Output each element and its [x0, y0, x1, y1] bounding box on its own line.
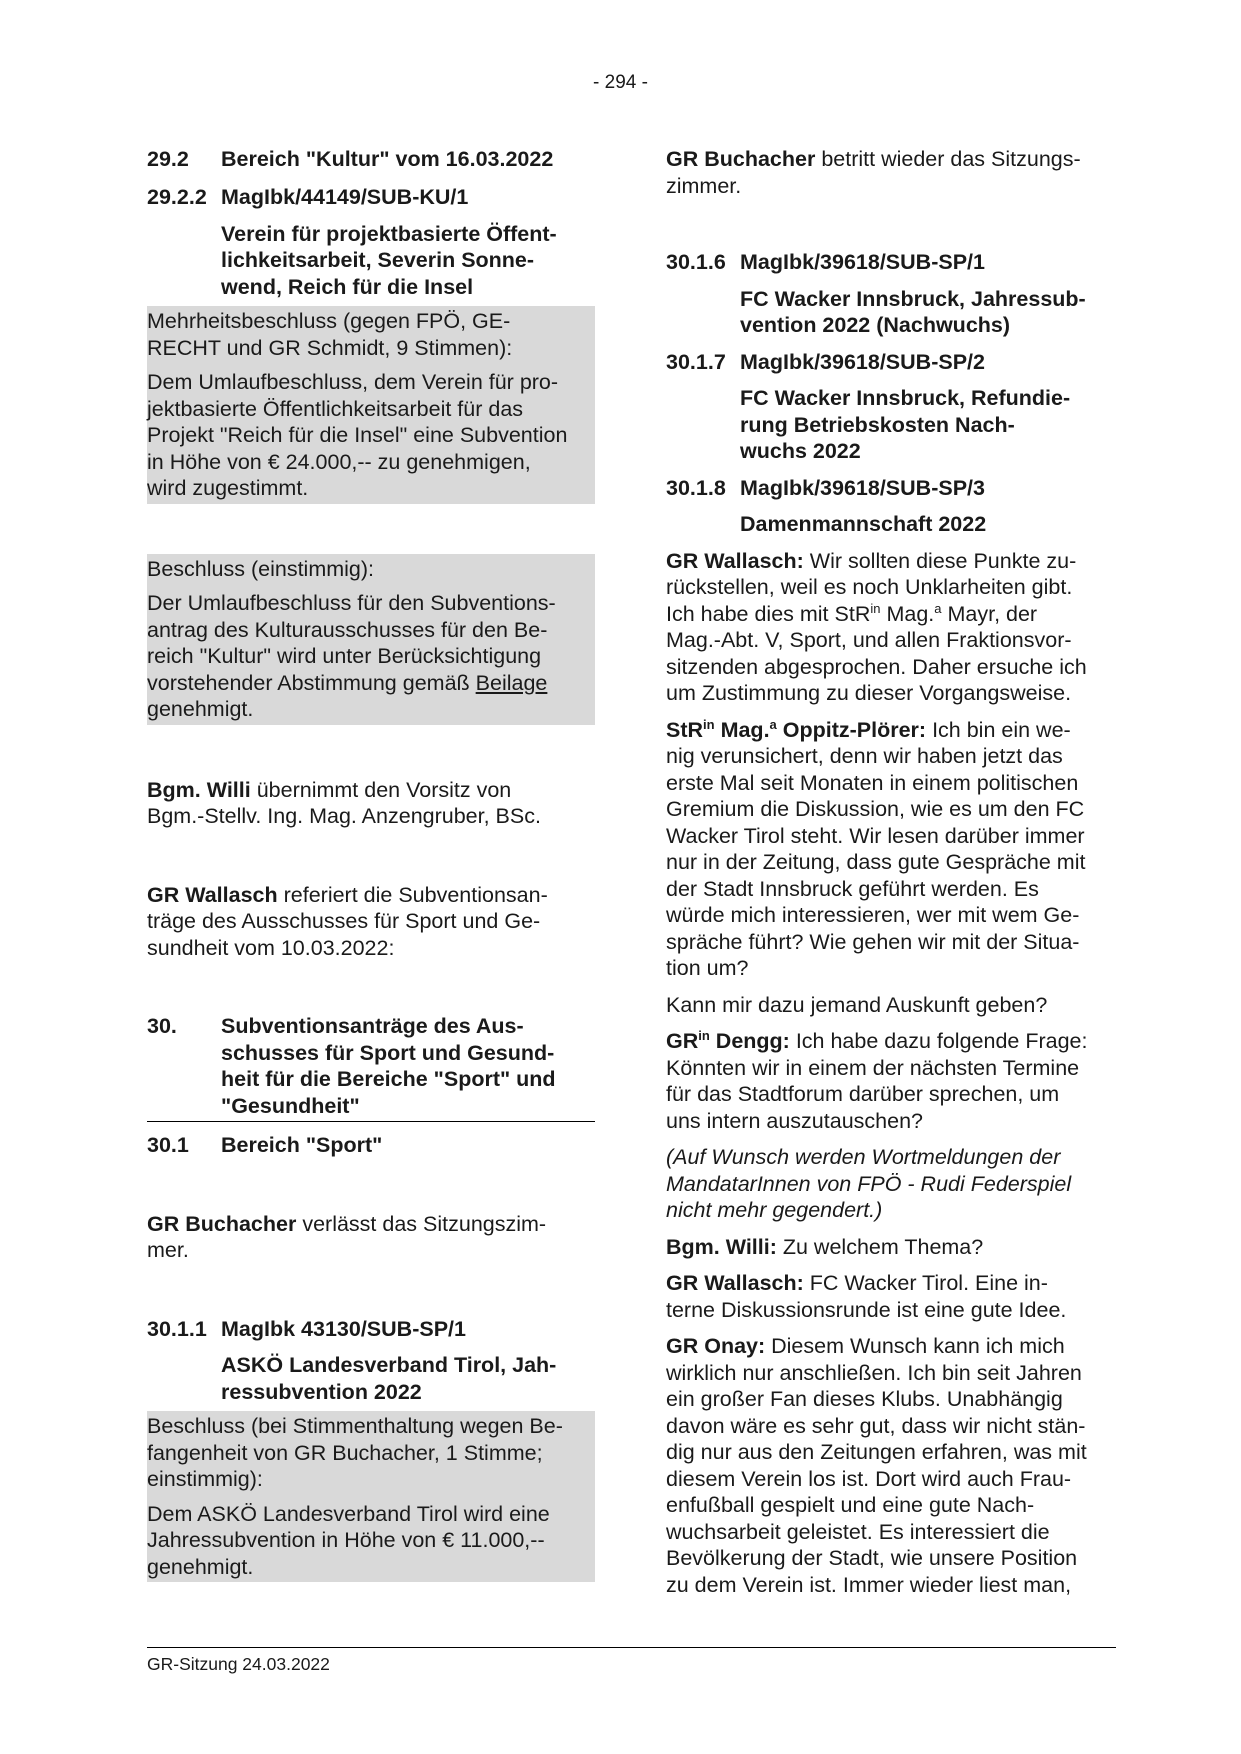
subtitle-line: FC Wacker Innsbruck, Jahressub-	[740, 286, 1086, 311]
paragraph-wallasch: GR Wallasch referiert die Subventionsan- träge des Ausschusses für Sport und Ge- sundheit vom 10.03.2022:	[147, 882, 548, 960]
paragraph-oppitz-ploerer: StR$^{in}$ Mag.$^a$ Oppitz-Plörer: Ich bin ein we- nig verunsichert, denn wir haben jetzt das erste Mal seit Monaten in einem politischen Gremium die Diskussion, wie es um den FC Wacker Tirol steht. Wir lesen darüber immer nur in der Zeitung, dass gute Gespräche mit der Stadt Innsbruck geführt werden. Es würde mich interessieren, wer mit wem Ge- spräche führt? Wie gehen wir mit der Situa- tion um?	[666, 716, 1086, 980]
section-29-2-2-heading	[147, 184, 599, 211]
vote-text: Beschluss (bei Stimmenthaltung wegen Be- fangenheit von GR Buchacher, 1 Stimme; einstimmig):	[147, 1414, 563, 1491]
speaker-name: $GR^{in}$ Dengg:	[666, 1028, 790, 1053]
section-30-1-heading	[147, 1132, 599, 1159]
subtitle-line: Damenmannschaft 2022	[740, 512, 987, 536]
subtitle-line: wend, Reich für die Insel	[221, 274, 474, 299]
section-number: 30.1.8	[666, 475, 726, 500]
speaker-name: GR Wallasch	[147, 882, 278, 907]
section-30-1-8-heading	[666, 475, 1116, 502]
paragraph-dengg: $GR^{in}$ Dengg: Ich habe dazu folgende Frage: Könnten wir in einem der nächsten Termine für das Stadtforum darüber sprechen, um uns intern auszutauschen?	[666, 1028, 1088, 1133]
section-30-1-7-heading	[666, 349, 1116, 376]
resolution-text: Der Umlaufbeschluss für den Subventions- antrag des Kulturausschusses für den Be- reich "Kultur" wird unter Berücksichtigung vorstehender Abstimmung gemäß Beilage genehmigt.	[147, 591, 556, 721]
vote-text: Mehrheitsbeschluss (gegen FPÖ, GE- RECHT und GR Schmidt, 9 Stimmen):	[147, 309, 513, 360]
subtitle-line: FC Wacker Innsbruck, Refundie-	[740, 386, 1071, 410]
section-subtitle	[666, 511, 1116, 538]
section-subtitle	[666, 286, 1116, 339]
section-30-heading	[147, 1013, 595, 1122]
section-subtitle	[666, 385, 1116, 465]
subtitle-line: lichkeitsarbeit, Severin Sonne-	[221, 248, 535, 272]
speaker-name: StR$^{in}$ Mag.$^a$ Oppitz-Plörer:	[666, 716, 927, 742]
left-column	[147, 146, 599, 1582]
paragraph-buchacher: GR Buchacher verlässt das Sitzungszim- mer.	[147, 1211, 547, 1262]
section-number: 30.1.1	[147, 1316, 207, 1341]
paragraph-wallasch-2: GR Wallasch: FC Wacker Tirol. Eine in- terne Diskussionsrunde ist eine gute Idee.	[666, 1271, 1067, 1322]
section-number: 29.2	[147, 147, 189, 171]
subtitle-line: wuchs 2022	[740, 439, 861, 463]
paragraph-wallasch: GR Wallasch: Wir sollten diese Punkte zu- rückstellen, weil es noch Unklarheiten gibt. Ich habe dies mit StR$^{in}$ Mag.$^a$ Mayr, der Mag.-Abt. V, Sport, und allen Fraktionsvor- sitzenden abgesprochen. Daher ersuche ich um Zustimmung zu dieser Vorgangsweise.	[666, 548, 1087, 705]
subtitle-line: ressubvention 2022	[221, 1379, 422, 1404]
paragraph-willi: Bgm. Willi: Zu welchem Thema?	[666, 1234, 984, 1259]
speaker-name: Bgm. Willi	[147, 777, 251, 802]
section-title: MagIbk/44149/SUB-KU/1	[221, 185, 469, 209]
resolution-box	[147, 306, 595, 504]
footer-session-date: GR-Sitzung 24.03.2022	[147, 1654, 330, 1674]
section-number: 30.1.7	[666, 349, 726, 374]
section-title: Bereich "Kultur" vom 16.03.2022	[221, 147, 554, 171]
section-title: MagIbk/39618/SUB-SP/2	[740, 349, 985, 374]
speaker-name: Bgm. Willi:	[666, 1234, 777, 1259]
paragraph-willi: Bgm. Willi übernimmt den Vorsitz von Bgm.-Stellv. Ing. Mag. Anzengruber, BSc.	[147, 777, 541, 828]
paragraph-onay: GR Onay: Diesem Wunsch kann ich mich wirklich nur anschließen. Ich bin seit Jahren ein großer Fan dieses Klubs. Unabhängig davon wäre es sehr gut, dass wir nicht stän- dig nur aus den Zeitungen erfahren, was mit diesem Verein los ist. Dort wird auch Frau- enfußball gespielt und eine gute Nach- wuchsarbeit geleistet. Es interessiert die Bevölkerung der Stadt, wie unsere Position zu dem Verein ist. Immer wieder liest man,	[666, 1334, 1087, 1597]
speaker-name: GR Wallasch:	[666, 1271, 804, 1295]
section-title: Subventionsanträge des Aus- schusses für Sport und Gesund- heit für die Bereiche "Sport" und "Gesundheit"	[221, 1014, 556, 1118]
page-number: - 294 -	[593, 72, 648, 93]
beilage-link[interactable]: Beilage	[475, 670, 548, 695]
section-30-1-6-heading	[666, 249, 1116, 276]
section-title: MagIbk/39618/SUB-SP/3	[740, 475, 985, 500]
subtitle-line: ASKÖ Landesverband Tirol, Jah-	[221, 1353, 557, 1377]
section-number: 30.	[147, 1014, 177, 1038]
subtitle-line: Verein für projektbasierte Öffent-	[221, 221, 557, 246]
editorial-note: (Auf Wunsch werden Wortmeldungen der MandatarInnen von FPÖ - Rudi Federspiel nicht mehr gegendert.)	[666, 1145, 1072, 1222]
speaker-name: GR Wallasch:	[666, 548, 804, 573]
section-title: MagIbk/39618/SUB-SP/1	[740, 250, 985, 274]
section-29-2-heading	[147, 146, 599, 172]
subtitle-line: vention 2022 (Nachwuchs)	[740, 313, 1011, 337]
section-subtitle	[147, 1352, 599, 1405]
section-number: 30.1.6	[666, 250, 726, 274]
section-number: 30.1	[147, 1133, 189, 1157]
resolution-text: Dem ASKÖ Landesverband Tirol wird eine Jahressubvention in Höhe von € 11.000,-- genehmigt.	[147, 1501, 550, 1579]
section-number: 29.2.2	[147, 185, 207, 209]
vote-text: Beschluss (einstimmig):	[147, 556, 374, 581]
resolution-box	[147, 1411, 595, 1582]
speaker-name: GR Buchacher	[147, 1211, 297, 1236]
speaker-name: GR Buchacher	[666, 147, 816, 171]
section-30-1-1-heading	[147, 1316, 599, 1343]
section-title: MagIbk 43130/SUB-SP/1	[221, 1316, 466, 1341]
speaker-name: GR Onay:	[666, 1334, 766, 1358]
section-subtitle	[147, 221, 599, 301]
resolution-text: Dem Umlaufbeschluss, dem Verein für pro- jektbasierte Öffentlichkeitsarbeit für das Projekt "Reich für die Insel" eine Subvention in Höhe von € 24.000,-- zu genehmigen, wird zugestimmt.	[147, 370, 568, 500]
paragraph-question: Kann mir dazu jemand Auskunft geben?	[666, 992, 1048, 1017]
right-column	[666, 146, 1116, 1598]
resolution-box	[147, 554, 595, 725]
footer-divider	[147, 1647, 1116, 1648]
subtitle-line: rung Betriebskosten Nach-	[740, 412, 1015, 437]
section-title: Bereich "Sport"	[221, 1133, 383, 1157]
paragraph-buchacher-return: GR Buchacher betritt wieder das Sitzungs- zimmer.	[666, 147, 1081, 198]
